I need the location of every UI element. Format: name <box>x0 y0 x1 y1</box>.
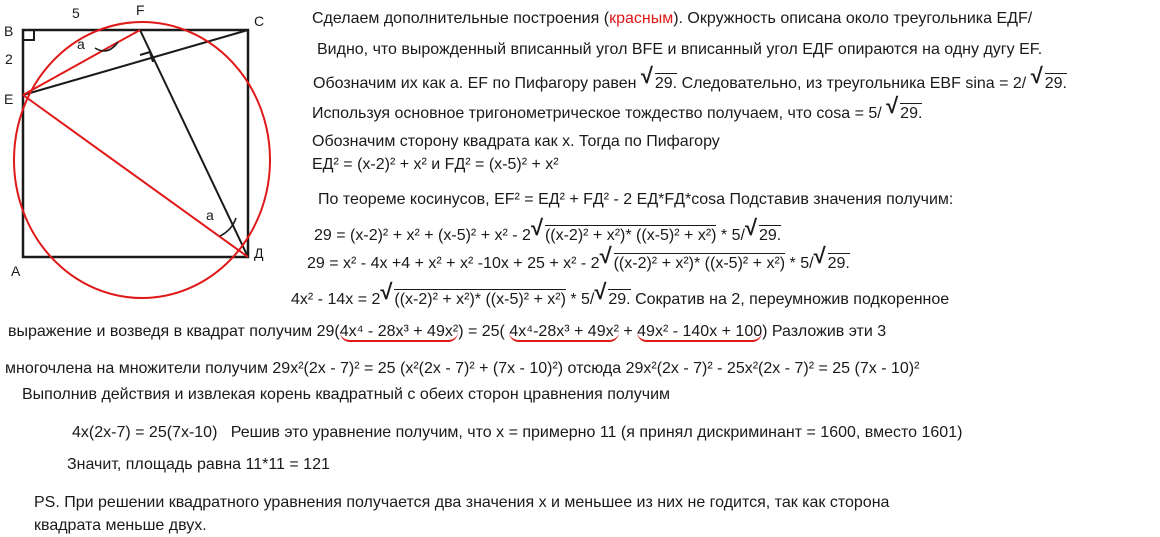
line-3-start: Обозначим их как а. EF по Пифагору равен <box>313 75 641 92</box>
label-angle-bottom: a <box>206 207 214 223</box>
line-9 <box>307 253 850 273</box>
line-10-start: 4x² - 14x = 2 <box>291 291 381 308</box>
square <box>23 30 248 257</box>
line-6: ЕД² = (х-2)² + х² и FД² = (х-5)² + х² <box>312 156 559 173</box>
red-word: красным <box>609 10 674 27</box>
sqrt-expr-10: √ ((x-2)² + x²)* ((x-5)² + x²) <box>380 289 566 309</box>
line-11 <box>8 323 886 341</box>
label-a-vertex: A <box>11 263 21 279</box>
label-e: E <box>4 91 14 107</box>
sqrt-expr-8: √ ((x-2)² + x²)* ((x-5)² + x²) <box>531 225 717 245</box>
line-1-start: Сделаем дополнительные построения ( <box>312 10 610 27</box>
label-d: Д <box>254 245 264 261</box>
underlined-term-2: 4x⁴-28x³ + 49x² <box>509 323 619 340</box>
line-11-end: ) Разложив эти 3 <box>762 323 887 340</box>
sqrt-29-b: √ 29. <box>1031 73 1067 93</box>
right-angle-mark-b <box>23 30 34 40</box>
line-12: многочлена на множители получим 29x²(2x - 7)² = 25 (x²(2x - 7)² + (7x - 10)²) отсюда 29x²(2x - 7)² - 25x²(2x - 7)² = 25 (7x - 10)² <box>5 360 920 377</box>
label-b: B <box>4 23 14 39</box>
line-17: квадрата меньше двух. <box>34 517 207 534</box>
line-7: По теореме косинусов, EF² = ЕД² + FД² - 2 ЕД*FД*cosa Подставив значения получим: <box>318 191 954 208</box>
underlined-term-1: 4x⁴ - 28x³ + 49x² <box>339 323 459 340</box>
line-e-c <box>23 30 248 95</box>
line-f-d <box>140 30 248 257</box>
line-11-start: выражение и возведя в квадрат получим 29( <box>8 323 340 340</box>
line-9-mid: * 5/ <box>785 255 814 272</box>
line-e-d <box>23 95 248 257</box>
line-10-end: Сократив на 2, переумножив подкоренное <box>630 291 950 308</box>
line-11-mid: ) = 25( <box>458 323 510 340</box>
underlined-term-3: 49x² - 140x + 100 <box>637 323 763 340</box>
line-4 <box>312 103 922 123</box>
sqrt-29-c: √ 29. <box>886 103 922 123</box>
plus-sign: + <box>618 323 638 340</box>
label-seg5: 5 <box>72 5 80 21</box>
line-4-start: Используя основное тригонометрическое тождество получаем, что cosa = 5/ <box>312 105 887 122</box>
geometry-figure <box>0 0 300 300</box>
line-15: Значит, площадь равна 11*11 = 121 <box>67 456 330 473</box>
line-13: Выполнив действия и извлекая корень квадратный с обеих сторон цравнения получим <box>22 386 671 403</box>
line-16: PS. При решении квадратного уравнения получается два значения х и меньшее из них не годится, так как сторона <box>34 494 890 511</box>
line-1-end: ). Окружность описана около треугольника ЕДF/ <box>673 10 1033 27</box>
line-9-start: 29 = x² - 4x +4 + x² + x² -10x + 25 + x² - 2 <box>307 255 600 272</box>
line-1 <box>312 10 1032 28</box>
line-3 <box>313 73 1067 93</box>
line-8 <box>314 225 781 245</box>
sqrt-29-e: √ 29. <box>814 253 850 273</box>
line-14-equation: 4x(2x-7) = 25(7x-10) <box>72 424 218 441</box>
line-5: Обозначим сторону квадрата как х. Тогда по Пифагору <box>312 133 720 150</box>
line-2: Видно, что вырожденный вписанный угол BFE и вписанный угол ЕДF опираются на одну дугу EF. <box>317 41 1043 58</box>
line-14-text: Решив это уравнение получим, что x = примерно 11 (я принял дискриминант = 1600, вместо 1601) <box>230 424 963 441</box>
label-angle-top: a <box>77 36 85 52</box>
line-3-mid: Следовательно, из треугольника EBF sina = 2/ <box>677 75 1031 92</box>
sqrt-expr-9: √ ((x-2)² + x²)* ((x-5)² + x²) <box>600 253 786 273</box>
label-c: C <box>254 13 265 29</box>
label-f: F <box>136 2 145 18</box>
sqrt-29-d: √ 29. <box>745 225 781 245</box>
label-seg2: 2 <box>5 51 13 67</box>
sqrt-29-f: √ 29. <box>594 289 630 309</box>
line-10 <box>291 289 949 309</box>
line-8-start: 29 = (x-2)² + x² + (x-5)² + x² - 2 <box>314 227 531 244</box>
sqrt-29-a: √ 29. <box>641 73 677 93</box>
line-10-mid: * 5/ <box>565 291 595 308</box>
line-14 <box>72 424 962 442</box>
line-8-mid: * 5/ <box>716 227 745 244</box>
